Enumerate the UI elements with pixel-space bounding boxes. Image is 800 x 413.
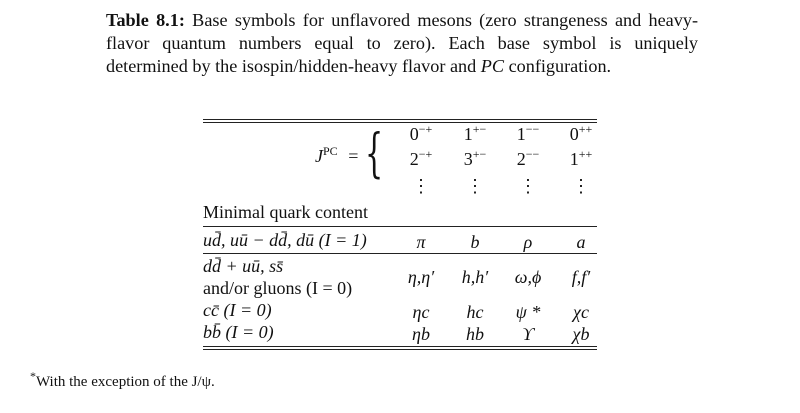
vdots-c4: ⋮ — [572, 176, 590, 196]
row1-rule — [203, 253, 597, 254]
jpc-r1-c1: 0−+ — [409, 122, 433, 144]
row2-sym1: η,η′ — [407, 267, 435, 287]
row2-sym4: f,f′ — [571, 267, 591, 287]
row3-sym3: ψ * — [515, 302, 541, 322]
row4-sym2: hb — [466, 324, 484, 344]
vdots-c1: ⋮ — [412, 176, 430, 196]
row1-content: ud̄, uū − dd̄, dū (I = 1) — [203, 230, 367, 250]
caption-text-a: Base symbols for unflavored mesons (zero strangeness and heavy-flavor quantum numbers equal to zero). Each base symbol is uniquely determined by the isospin/hidden-heavy flavor and — [106, 10, 698, 76]
row1-sym3: ρ — [523, 232, 533, 252]
footnote-text: With the exception of the J/ψ. — [36, 374, 215, 390]
jpc-r2-c4: 1++ — [569, 147, 593, 169]
top-rule-1 — [203, 119, 597, 120]
row2-content-line1: dd̄ + uū, ss̄ — [203, 256, 284, 276]
section-header: Minimal quark content — [203, 202, 368, 222]
row3-sym1: ηc — [412, 302, 430, 322]
row2-sym3: ω,ϕ — [514, 267, 542, 287]
footnote — [30, 369, 215, 391]
jpc-r2-c3: 2−− — [516, 147, 540, 169]
jpc-r1-c4: 0++ — [569, 122, 593, 144]
jpc-r2-c1: 2−+ — [409, 147, 433, 169]
row3-sym4: χc — [573, 302, 589, 322]
jpc-r1-c2: 1+− — [463, 122, 487, 144]
jpc-equals: = — [348, 146, 359, 166]
table-caption — [106, 9, 698, 78]
row4-sym3: ϒ — [522, 324, 534, 344]
jpc-j: J — [315, 146, 323, 166]
header-rule — [203, 226, 597, 227]
jpc-r1-c3: 1−− — [516, 122, 540, 144]
jpc-label — [315, 146, 358, 166]
caption-label: Table 8.1: — [106, 10, 185, 30]
jpc-r2-c2: 3+− — [463, 147, 487, 169]
row3-sym2: hc — [466, 302, 484, 322]
bottom-rule-2 — [203, 349, 597, 350]
bottom-rule-1 — [203, 346, 597, 347]
vdots-c2: ⋮ — [466, 176, 484, 196]
row1-sym4: a — [576, 232, 586, 252]
jpc-sup: PC — [323, 144, 338, 158]
row2-sym2: h,h′ — [461, 267, 489, 287]
row4-sym1: ηb — [412, 324, 430, 344]
row2-content-line2: and/or gluons (I = 0) — [203, 278, 353, 298]
row4-sym4: χb — [572, 324, 590, 344]
caption-pc: PC — [480, 56, 505, 76]
row1-sym2: b — [470, 232, 480, 252]
footnote-mark: * — [30, 369, 36, 383]
vdots-c3: ⋮ — [519, 176, 537, 196]
row1-sym1: π — [416, 232, 426, 252]
caption-text-b: configuration. — [504, 56, 612, 76]
row3-content: cc̄ (I = 0) — [203, 300, 272, 320]
brace-icon: { — [365, 124, 384, 184]
row4-content: bb̄ (I = 0) — [203, 322, 274, 342]
